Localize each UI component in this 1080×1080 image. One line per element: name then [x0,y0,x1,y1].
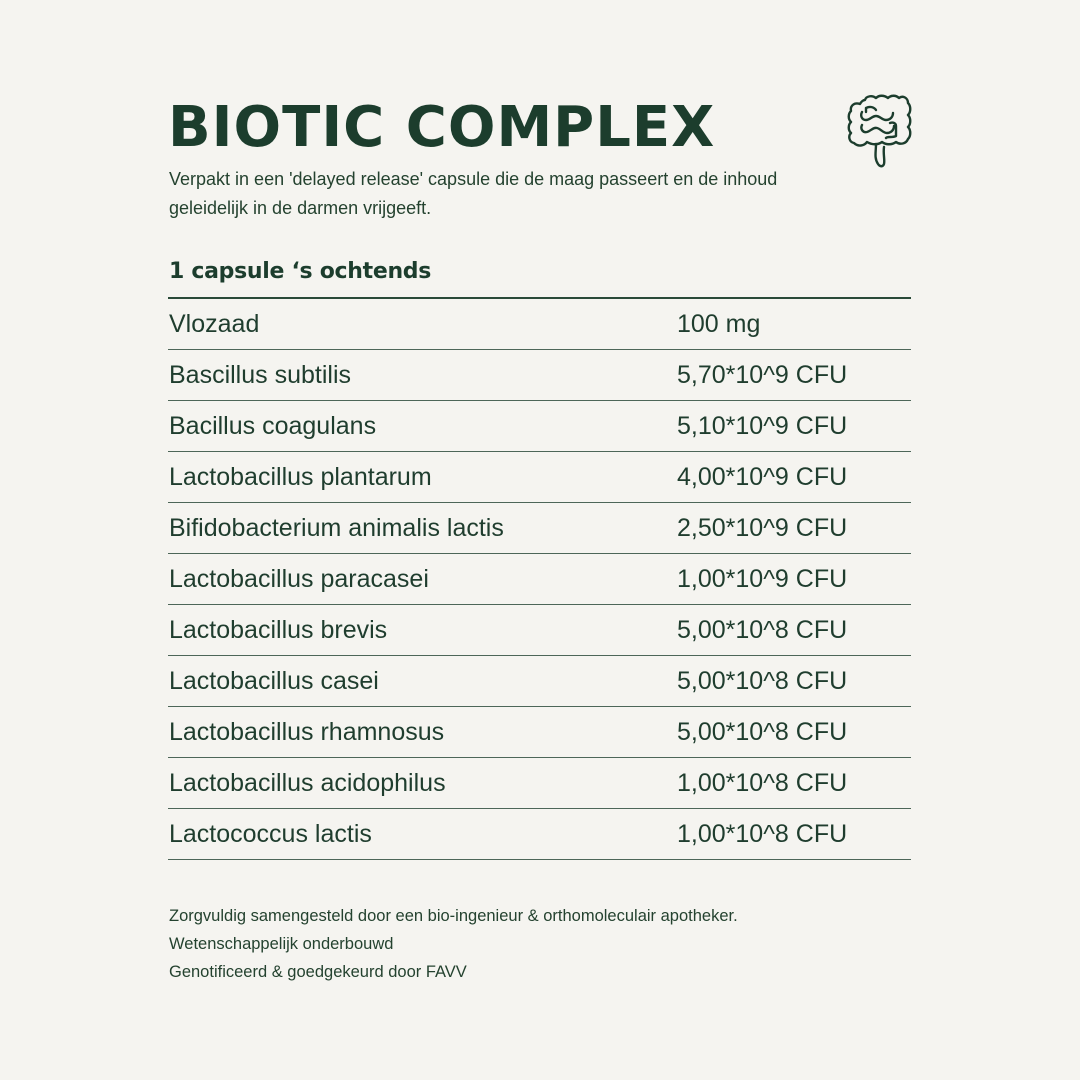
ingredient-amount: 1,00*10^8 CFU [677,819,848,848]
ingredient-name: Bifidobacterium animalis lactis [169,513,504,542]
ingredient-name: Vlozaad [169,309,260,338]
ingredient-amount: 5,10*10^9 CFU [677,411,848,440]
ingredient-amount: 5,70*10^9 CFU [677,360,848,389]
product-description: Verpakt in een 'delayed release' capsule die de maag passeert en de inhoud geleidelijk in de darmen vrijgeeft. [169,169,778,218]
footer-notes [169,902,738,986]
table-row [168,605,911,656]
ingredient-name: Lactobacillus paracasei [169,564,429,593]
ingredient-amount: 5,00*10^8 CFU [677,666,848,695]
table-row [168,452,911,503]
ingredient-amount: 100 mg [677,309,761,338]
ingredient-name: Lactococcus lactis [169,819,372,848]
ingredient-name: Lactobacillus plantarum [169,462,432,491]
table-row [168,299,911,350]
ingredients-table [168,297,911,860]
footer-line: Genotificeerd & goedgekeurd door FAVV [169,963,467,981]
table-row [168,656,911,707]
dosage-heading: 1 capsule ‘s ochtends [169,259,432,284]
product-title: BIOTIC COMPLEX [168,95,716,160]
ingredient-name: Lactobacillus casei [169,666,379,695]
table-row [168,554,911,605]
ingredient-name: Lactobacillus brevis [169,615,388,644]
ingredient-name: Lactobacillus rhamnosus [169,717,445,746]
ingredient-name: Bacillus coagulans [169,411,377,440]
table-row [168,350,911,401]
ingredient-amount: 1,00*10^9 CFU [677,564,848,593]
ingredient-amount: 5,00*10^8 CFU [677,615,848,644]
ingredient-amount: 2,50*10^9 CFU [677,513,848,542]
footer-line: Wetenschappelijk onderbouwd [169,935,394,953]
ingredient-amount: 4,00*10^9 CFU [677,462,848,491]
table-row [168,758,911,809]
table-row [168,809,911,860]
ingredient-name: Bascillus subtilis [169,360,352,389]
ingredient-amount: 1,00*10^8 CFU [677,768,848,797]
footer-line: Zorgvuldig samengesteld door een bio-ingenieur & orthomoleculair apotheker. [169,907,738,925]
table-row [168,503,911,554]
ingredient-name: Lactobacillus acidophilus [169,768,446,797]
intestine-icon [846,92,914,170]
table-row [168,707,911,758]
table-row [168,401,911,452]
ingredient-amount: 5,00*10^8 CFU [677,717,848,746]
